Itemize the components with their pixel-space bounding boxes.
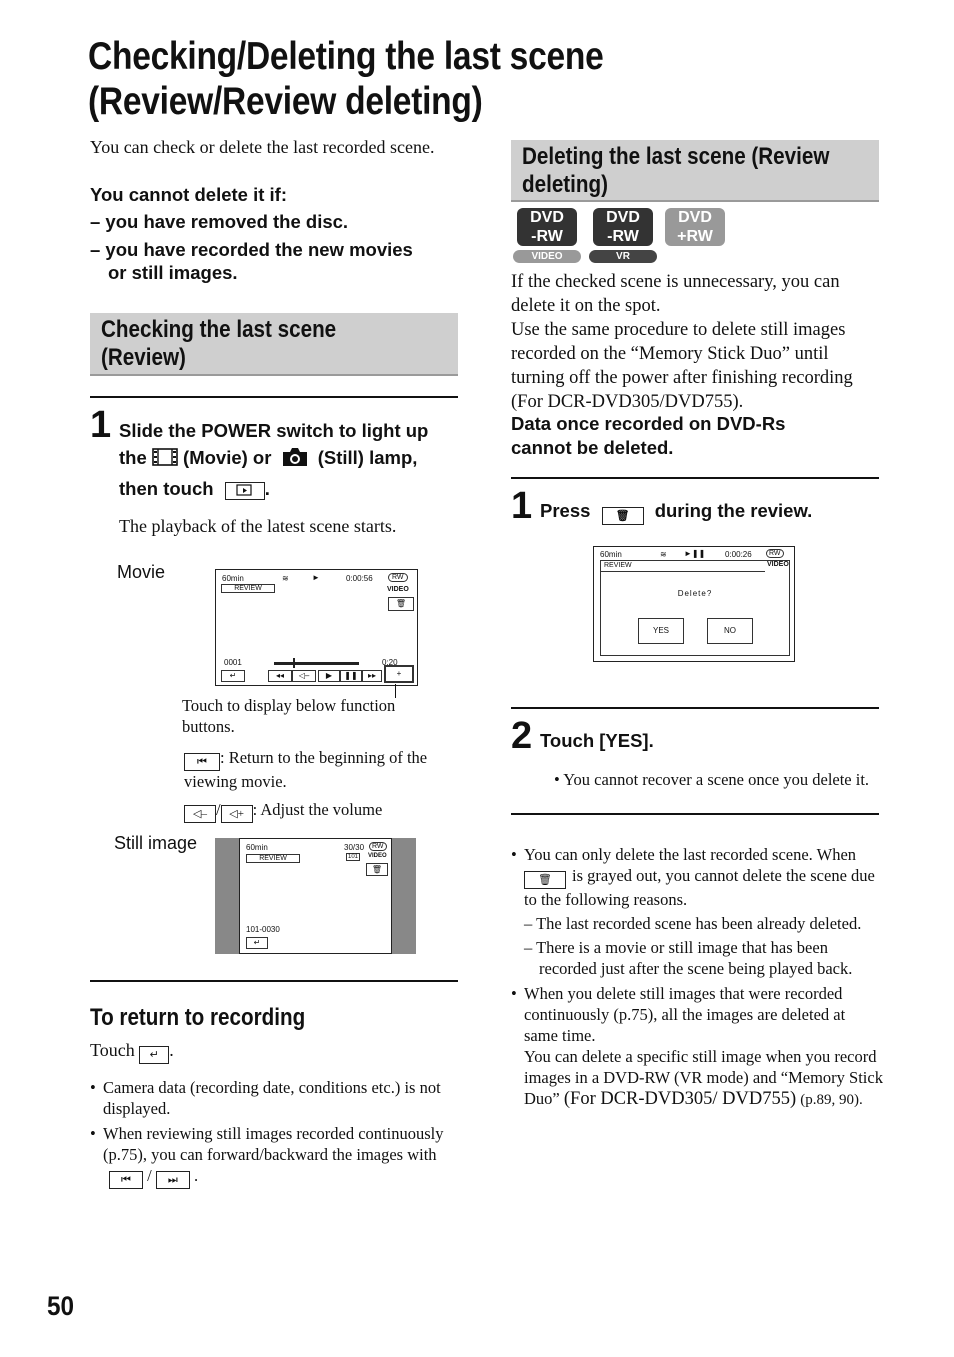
slash: / — [216, 800, 221, 819]
page-title-line1: Checking/Deleting the last scene — [88, 35, 604, 78]
list-item-text-wrap — [103, 1123, 458, 1189]
list-item-text: When you delete still images that were recorded continuously (p.75), all the images are deleted at same time. — [524, 984, 846, 1045]
step-number: 1 — [511, 485, 533, 527]
rw-badge: RW — [766, 549, 784, 558]
vr-tag: VR — [589, 250, 657, 263]
cannot-heading: You cannot delete it if: — [90, 184, 287, 205]
camera-icon — [281, 446, 309, 475]
list-item: • When you delete still images that were recorded continuously (p.75), all the images are deleted at same time. You can delete a specific still image when you record images in a DVD-RW (VR mode) and “Memory Stick Duo” (For DCR-DVD305/ DVD755) (p.89, 90). — [511, 984, 883, 1109]
remain-time: 0:20 — [382, 658, 398, 667]
badge-top: DVD — [678, 209, 712, 226]
list-item-text-wrap — [524, 983, 883, 1111]
delete-question: Delete? — [677, 589, 713, 598]
delete-confirm-screen — [593, 546, 795, 662]
memory-stick-paragraph: Use the same procedure to delete still images recorded on the “Memory Stick Duo” until turning off the power after finishing recording (For DCR-DVD305/DVD755). — [511, 320, 853, 412]
return-button[interactable]: ↵ — [221, 670, 245, 682]
cannot-item-1: – you have removed the disc. — [90, 211, 349, 232]
next-button[interactable]: ▸▸ — [362, 670, 382, 682]
mode-icon: ≋ — [660, 550, 667, 559]
file-number: 101-0030 — [246, 925, 280, 934]
movie-label: Movie — [117, 562, 166, 582]
function-toggle-button[interactable]: + — [384, 665, 414, 683]
volume-down-icon: ◁– — [184, 805, 216, 823]
section-title-deleting — [522, 143, 829, 199]
dvd-r-warning: Data once recorded on DVD-Rs cannot be deleted. — [511, 413, 786, 458]
return-button[interactable]: ↵ — [246, 937, 268, 949]
trash-icon: 🗑 — [524, 871, 566, 889]
step-number: 1 — [90, 404, 112, 446]
badge-top: DVD — [606, 209, 640, 226]
left-notes — [90, 1077, 458, 1189]
media-badges — [513, 208, 733, 268]
step1-line2-c: (Still) lamp, — [317, 447, 418, 468]
playback-icon — [225, 482, 265, 500]
badge-top: DVD — [530, 209, 564, 226]
list-item-text-wrap — [524, 844, 883, 910]
divider — [90, 396, 458, 398]
touch-end: . — [169, 1040, 174, 1060]
divider — [90, 980, 458, 982]
dialog-box — [600, 560, 790, 656]
time-code: 0:00:56 — [346, 574, 373, 583]
counter: 0001 — [224, 658, 242, 667]
list-item-text-2: is grayed out, you cannot delete the scene due to the following reasons. — [524, 866, 875, 909]
return-to-recording-title: To return to recording — [90, 1004, 306, 1031]
rw-badge: RW — [369, 842, 387, 851]
return-desc-text: : Return to the beginning of the viewing movie. — [184, 748, 428, 791]
step1-line2-b: (Movie) or — [183, 447, 272, 468]
still-image-label: Still image — [114, 833, 198, 853]
step1-line3-end: . — [264, 478, 270, 499]
slash: / — [147, 1166, 152, 1185]
dialog-divider — [601, 571, 765, 572]
touch-caption: Touch to display below function buttons. — [182, 696, 396, 736]
touch-word: Touch — [90, 1040, 135, 1060]
list-item-text: When reviewing still images recorded continuously (p.75), you can forward/backward the images with — [103, 1124, 444, 1164]
divider — [511, 707, 879, 709]
step2-instruction: Touch [YES]. — [540, 730, 654, 751]
volume-up-icon: ◁+ — [221, 805, 253, 823]
no-button[interactable]: NO — [707, 618, 753, 644]
list-item: • Camera data (recording date, conditions etc.) is not displayed. — [90, 1077, 458, 1119]
list-item: • You can only delete the last recorded scene. When 🗑 is grayed out, you cannot delete the scene due to the following reasons. — [511, 844, 883, 910]
section-header-review — [90, 313, 458, 376]
right-notes — [511, 844, 883, 1111]
folder-number: 101 — [348, 854, 359, 860]
review-label: REVIEW — [604, 562, 632, 569]
mode-icon: ≋ — [282, 574, 289, 583]
press-word: Press — [540, 500, 591, 521]
during-review-text: during the review. — [654, 500, 813, 521]
trash-icon: 🗑 — [602, 507, 644, 525]
cannot-item-2: – you have recorded the new movies — [90, 239, 413, 260]
pause-button[interactable]: ❚❚ — [340, 670, 362, 682]
return-icon: ↵ — [139, 1046, 169, 1064]
list-item-text-cont: You can delete a specific still image when you record images in a DVD-RW (VR mode) and “Memory Stick Duo” — [524, 1047, 883, 1108]
section-header-deleting — [511, 140, 879, 202]
video-label: VIDEO — [767, 561, 789, 568]
model-note: (For DCR-DVD305/ DVD755) — [563, 1089, 797, 1109]
step2-note-text: You cannot recover a scene once you delete it. — [563, 770, 870, 789]
rw-badge: RW — [388, 573, 408, 582]
video-label: VIDEO — [368, 853, 387, 859]
video-tag: VIDEO — [513, 250, 581, 263]
still-review-screen — [239, 838, 392, 954]
movie-review-screen — [215, 569, 418, 686]
dvd-rw-vr-badge — [593, 208, 653, 246]
divider — [511, 813, 879, 815]
section-title-deleting-line1: Deleting the last scene (Review — [522, 143, 830, 170]
play-button[interactable]: ▶ — [318, 670, 340, 682]
next-icon: ⏭ — [156, 1171, 190, 1189]
volume-down-button[interactable]: ◁– — [292, 670, 316, 682]
step1-line1: Slide the POWER switch to light up — [119, 420, 429, 441]
list-sub-item-text: – The last recorded scene has been already deleted. — [524, 914, 862, 933]
previous-icon: ⏮ — [109, 1171, 143, 1189]
page-number: 50 — [47, 1291, 75, 1321]
list-item-text: Camera data (recording date, conditions etc.) is not displayed. — [103, 1078, 441, 1118]
badge-bottom: +RW — [677, 228, 713, 245]
step-number: 2 — [511, 715, 533, 757]
section-title-review-line2: (Review) — [101, 344, 186, 371]
rewind-button[interactable]: ◂◂ — [268, 670, 292, 682]
image-count: 30/30 — [344, 843, 365, 852]
battery-indicator: 60min — [600, 550, 622, 559]
divider — [511, 477, 879, 479]
list-sub-item-text: – There is a movie or still image that has been recorded just after the scene being played back. — [524, 938, 853, 978]
play-status-icon: ► — [312, 573, 320, 582]
dvd-plus-rw-badge — [665, 208, 725, 246]
badge-bottom: -RW — [531, 228, 563, 245]
list-sub-item — [511, 937, 883, 979]
page-ref: (p.89, 90). — [800, 1092, 863, 1108]
return-start-icon: ⏮ — [184, 753, 220, 771]
step2-note: • You cannot recover a scene once you delete it. — [554, 770, 870, 789]
delete-button[interactable]: 🗑 — [388, 597, 414, 611]
cannot-item-2-cont: or still images. — [108, 262, 238, 283]
intro-text: You can check or delete the last recorded scene. — [90, 137, 435, 157]
page-title-line2: (Review/Review deleting) — [88, 80, 483, 123]
review-label: REVIEW — [221, 584, 275, 593]
step1-line3 — [119, 475, 464, 502]
page-title — [88, 34, 776, 124]
yes-button[interactable]: YES — [638, 618, 684, 644]
play-pause-icon: ►❚❚ — [684, 549, 706, 558]
list-sub-item — [511, 913, 883, 934]
review-label: REVIEW — [246, 854, 300, 863]
progress-bar — [274, 662, 359, 665]
volume-desc — [184, 799, 459, 823]
step1-result: The playback of the latest scene starts. — [119, 516, 397, 536]
list-item-text: You can only delete the last recorded scene. When — [524, 845, 857, 864]
step1-line2 — [119, 444, 464, 475]
dvd-rw-video-badge — [517, 208, 577, 246]
section-title-review-line1: Checking the last scene — [101, 316, 337, 343]
time-code: 0:00:26 — [725, 550, 752, 559]
badge-bottom: -RW — [607, 228, 639, 245]
intro-paragraph: If the checked scene is unnecessary, you can delete it on the spot. — [511, 272, 840, 316]
progress-handle[interactable] — [293, 658, 295, 668]
period: . — [193, 1166, 199, 1185]
volume-desc-text: : Adjust the volume — [252, 800, 383, 819]
battery-indicator: 60min — [222, 574, 244, 583]
film-icon — [152, 447, 178, 474]
delete-button[interactable]: 🗑 — [366, 863, 388, 876]
section-title-deleting-line2: deleting) — [522, 171, 608, 198]
still-review-frame — [215, 838, 416, 954]
step1-line2-a: the — [119, 447, 147, 468]
touch-return — [90, 1039, 174, 1064]
step1-instruction — [119, 417, 464, 502]
step1-press — [540, 497, 812, 525]
return-desc — [184, 747, 459, 792]
step1-line3-text: then touch — [119, 478, 214, 499]
battery-indicator: 60min — [246, 843, 268, 852]
video-label: VIDEO — [387, 586, 409, 593]
list-item: • When reviewing still images recorded continuously (p.75), you can forward/backward the images with ⏮ / ⏭ . — [90, 1123, 458, 1189]
section-title-review — [101, 316, 408, 372]
